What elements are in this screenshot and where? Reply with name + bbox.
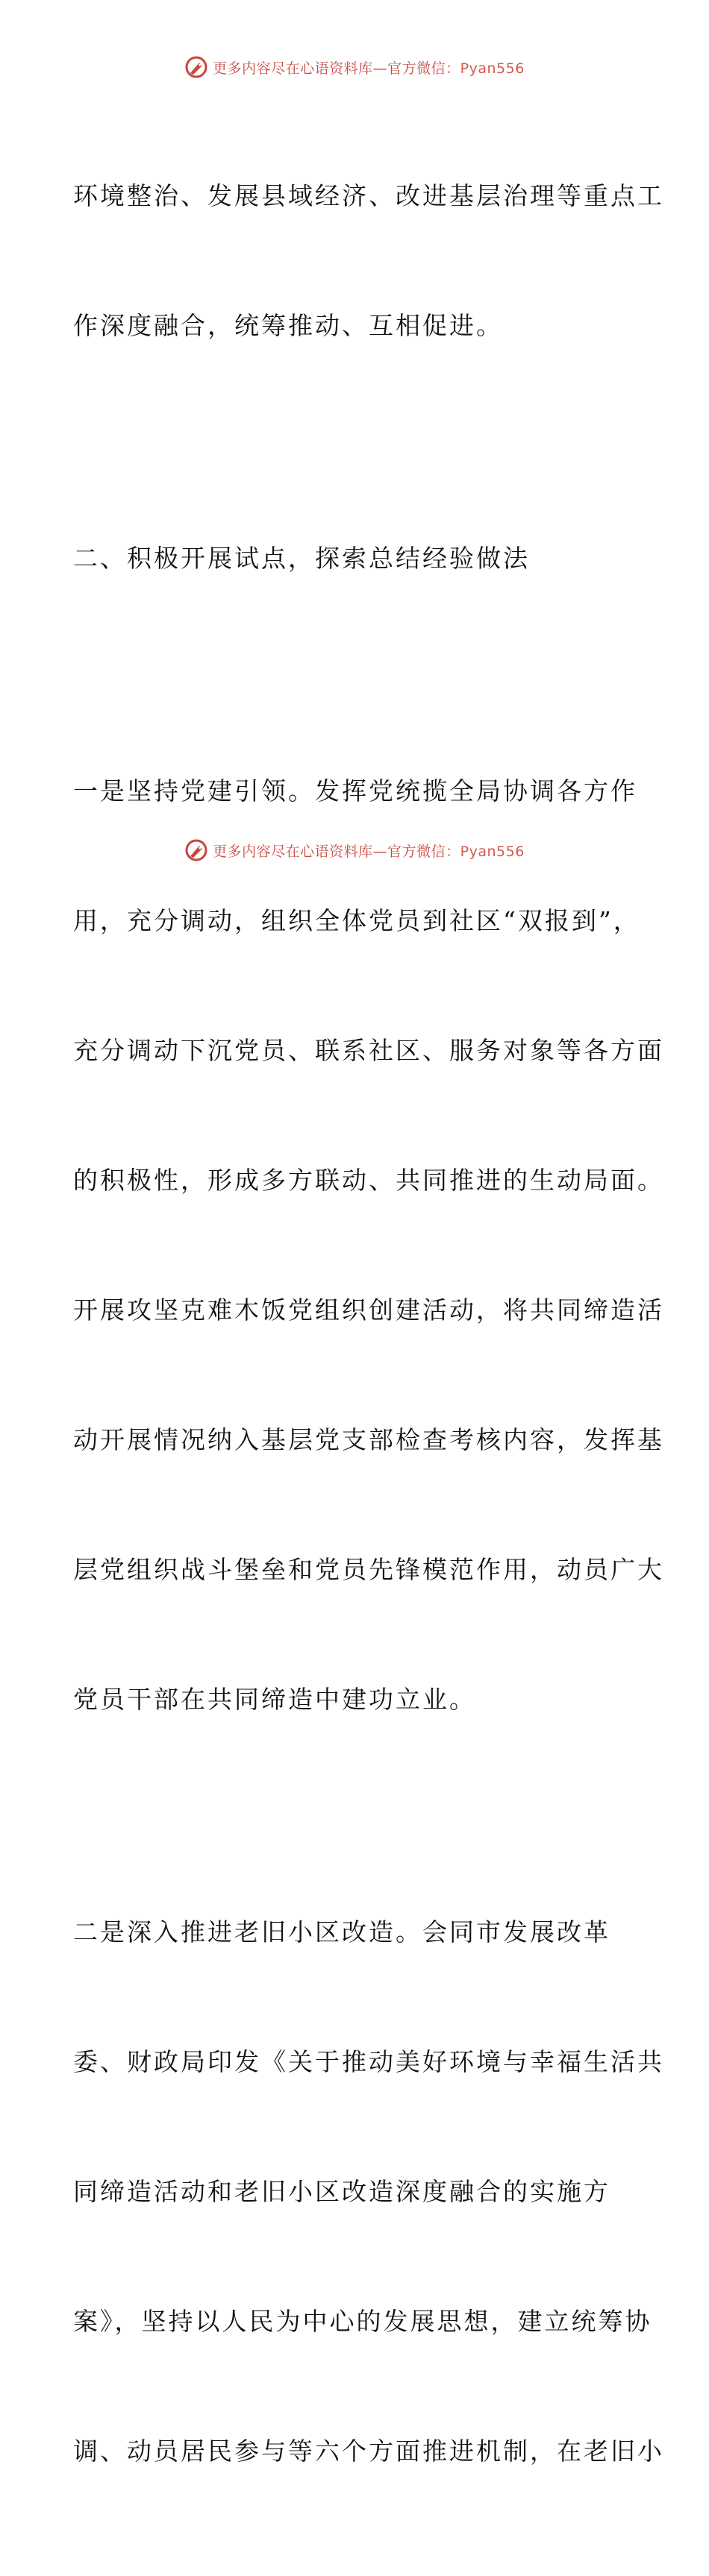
paragraph-community-renovation (73, 1824, 664, 2560)
pen-nib-circle-icon (184, 838, 208, 862)
pen-nib-circle-icon (184, 55, 208, 79)
section-heading (73, 450, 640, 667)
text-line: 开展攻坚克难木饭党组织创建活动，将共同缔造活 (73, 1295, 664, 1325)
text-line: 二是深入推进老旧小区改造。会同市发展改革 (73, 1917, 610, 1947)
text-line: 同缔造活动和老旧小区改造深度融合的实施方 (73, 2177, 610, 2206)
text-line: 环境整治、发展县域经济、改进基层治理等重点工 (73, 181, 664, 210)
header-banner-handle: Pyan556 (460, 60, 525, 77)
footer-banner (0, 835, 709, 865)
header-banner (0, 52, 709, 82)
text-line: 充分调动下沉党员、联系社区、服务对象等各方面 (73, 1036, 664, 1065)
text-line: 党员干部在共同缔造中建功立业。 (73, 1685, 476, 1714)
text-line: 案》，坚持以人民为中心的发展思想，建立统筹协 (73, 2307, 652, 2336)
text-line: 调、动员居民参与等六个方面推进机制，在老旧小 (73, 2437, 664, 2466)
paragraph-intro (73, 88, 664, 434)
text-line: 二、积极开展试点，探索总结经验做法 (73, 544, 530, 573)
text-line: 一是坚持党建引领。发挥党统揽全局协调各方作 (73, 776, 637, 805)
text-line: 的积极性，形成多方联动、共同推进的生动局面。 (73, 1166, 664, 1195)
text-line: 委、财政局印发《关于推动美好环境与幸福生活共 (73, 2047, 664, 2076)
header-banner-text: 更多内容尽在心语资料库—官方微信：Pyan556 (213, 60, 525, 77)
text-line: 用，充分调动，组织全体党员到社区“双报到”， (73, 906, 640, 935)
document-body (73, 88, 664, 2576)
footer-banner-handle: Pyan556 (460, 843, 525, 860)
text-line: 作深度融合，统筹推动、互相促进。 (73, 311, 503, 340)
text-line: 层党组织战斗堡垒和党员先锋模范作用，动员广大 (73, 1555, 664, 1584)
text-line: 动开展情况纳入基层党支部检查考核内容，发挥基 (73, 1425, 664, 1454)
footer-banner-text: 更多内容尽在心语资料库—官方微信：Pyan556 (213, 843, 525, 860)
